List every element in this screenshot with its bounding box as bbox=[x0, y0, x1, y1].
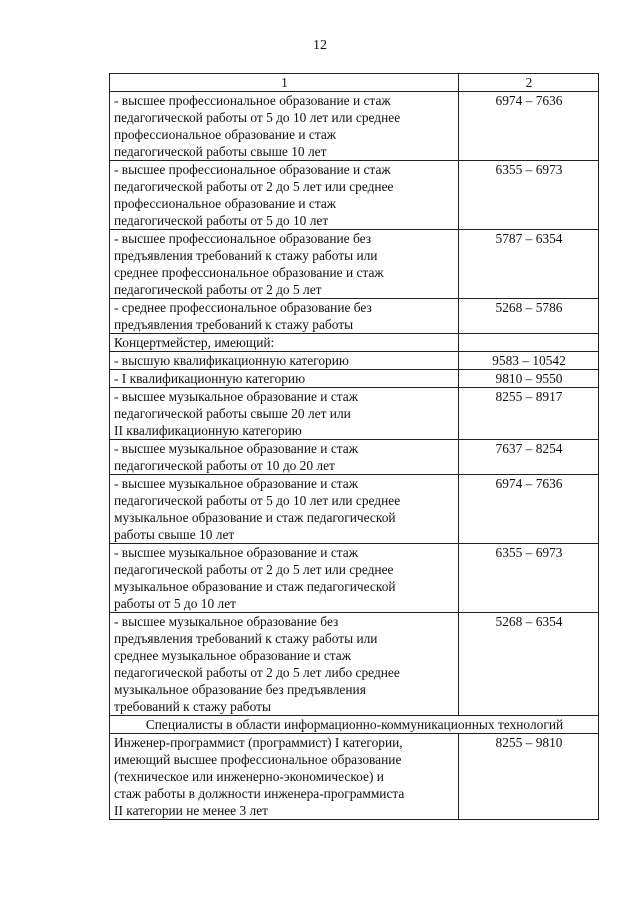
table-row bbox=[110, 613, 599, 716]
salary-range-cell: 9810 – 9550 bbox=[459, 370, 599, 388]
salary-range-cell: 7637 – 8254 bbox=[459, 440, 599, 475]
salary-range-cell: 9583 – 10542 bbox=[459, 352, 599, 370]
position-description-cell: - высшее музыкальное образование и стаж педагогической работы от 10 до 20 лет bbox=[110, 440, 459, 475]
table-header-row bbox=[110, 74, 599, 92]
table-row bbox=[110, 388, 599, 440]
section-header-row bbox=[110, 716, 599, 734]
table-row bbox=[110, 352, 599, 370]
salary-range-cell: 5787 – 6354 bbox=[459, 230, 599, 299]
salary-range-cell: 5268 – 5786 bbox=[459, 299, 599, 334]
position-description-cell: - высшую квалификационную категорию bbox=[110, 352, 459, 370]
position-description-cell: - высшее профессиональное образование и стаж педагогической работы от 2 до 5 лет или среднее профессиональное образование и стаж педагогической работы от 5 до 10 лет bbox=[110, 161, 459, 230]
position-description-cell: - среднее профессиональное образование без предъявления требований к стажу работы bbox=[110, 299, 459, 334]
section-title: Специалисты в области информационно-коммуникационных технологий bbox=[110, 716, 599, 734]
salary-range-cell bbox=[459, 334, 599, 352]
salary-range-cell: 8255 – 9810 bbox=[459, 734, 599, 820]
table-row bbox=[110, 370, 599, 388]
salary-range-cell: 6974 – 7636 bbox=[459, 475, 599, 544]
position-description-cell: - высшее профессиональное образование без предъявления требований к стажу работы или среднее профессиональное образование и стаж педагогической работы от 2 до 5 лет bbox=[110, 230, 459, 299]
salary-range-cell: 8255 – 8917 bbox=[459, 388, 599, 440]
table-row bbox=[110, 92, 599, 161]
position-description-cell: - высшее музыкальное образование и стаж педагогической работы от 5 до 10 лет или среднее музыкальное образование и стаж педагогической работы свыше 10 лет bbox=[110, 475, 459, 544]
table-row bbox=[110, 299, 599, 334]
position-description-cell: - I квалификационную категорию bbox=[110, 370, 459, 388]
salary-table bbox=[109, 73, 599, 820]
table-row bbox=[110, 734, 599, 820]
table-row bbox=[110, 334, 599, 352]
salary-range-cell: 6355 – 6973 bbox=[459, 544, 599, 613]
salary-range-cell: 5268 – 6354 bbox=[459, 613, 599, 716]
position-description-cell: Инженер-программист (программист) I категории, имеющий высшее профессиональное образование (техническое или инженерно-экономическое) и стаж работы в должности инженера-программиста II категории не менее 3 лет bbox=[110, 734, 459, 820]
table-row bbox=[110, 230, 599, 299]
position-description-cell: Концертмейстер, имеющий: bbox=[110, 334, 459, 352]
position-description-cell: - высшее музыкальное образование и стаж педагогической работы свыше 20 лет или II квалификационную категорию bbox=[110, 388, 459, 440]
position-description-cell: - высшее музыкальное образование и стаж педагогической работы от 2 до 5 лет или среднее музыкальное образование и стаж педагогической работы от 5 до 10 лет bbox=[110, 544, 459, 613]
table-row bbox=[110, 440, 599, 475]
position-description-cell: - высшее музыкальное образование без предъявления требований к стажу работы или среднее музыкальное образование и стаж педагогической работы от 2 до 5 лет либо среднее музыкальное образование без предъявления требований к стажу работы bbox=[110, 613, 459, 716]
position-description-cell: - высшее профессиональное образование и стаж педагогической работы от 5 до 10 лет или среднее профессиональное образование и стаж педагогической работы свыше 10 лет bbox=[110, 92, 459, 161]
table-row bbox=[110, 161, 599, 230]
column-header-2: 2 bbox=[459, 74, 599, 92]
page-number: 12 bbox=[313, 38, 327, 53]
salary-range-cell: 6355 – 6973 bbox=[459, 161, 599, 230]
table-row bbox=[110, 544, 599, 613]
column-header-1: 1 bbox=[110, 74, 459, 92]
table-row bbox=[110, 475, 599, 544]
salary-range-cell: 6974 – 7636 bbox=[459, 92, 599, 161]
